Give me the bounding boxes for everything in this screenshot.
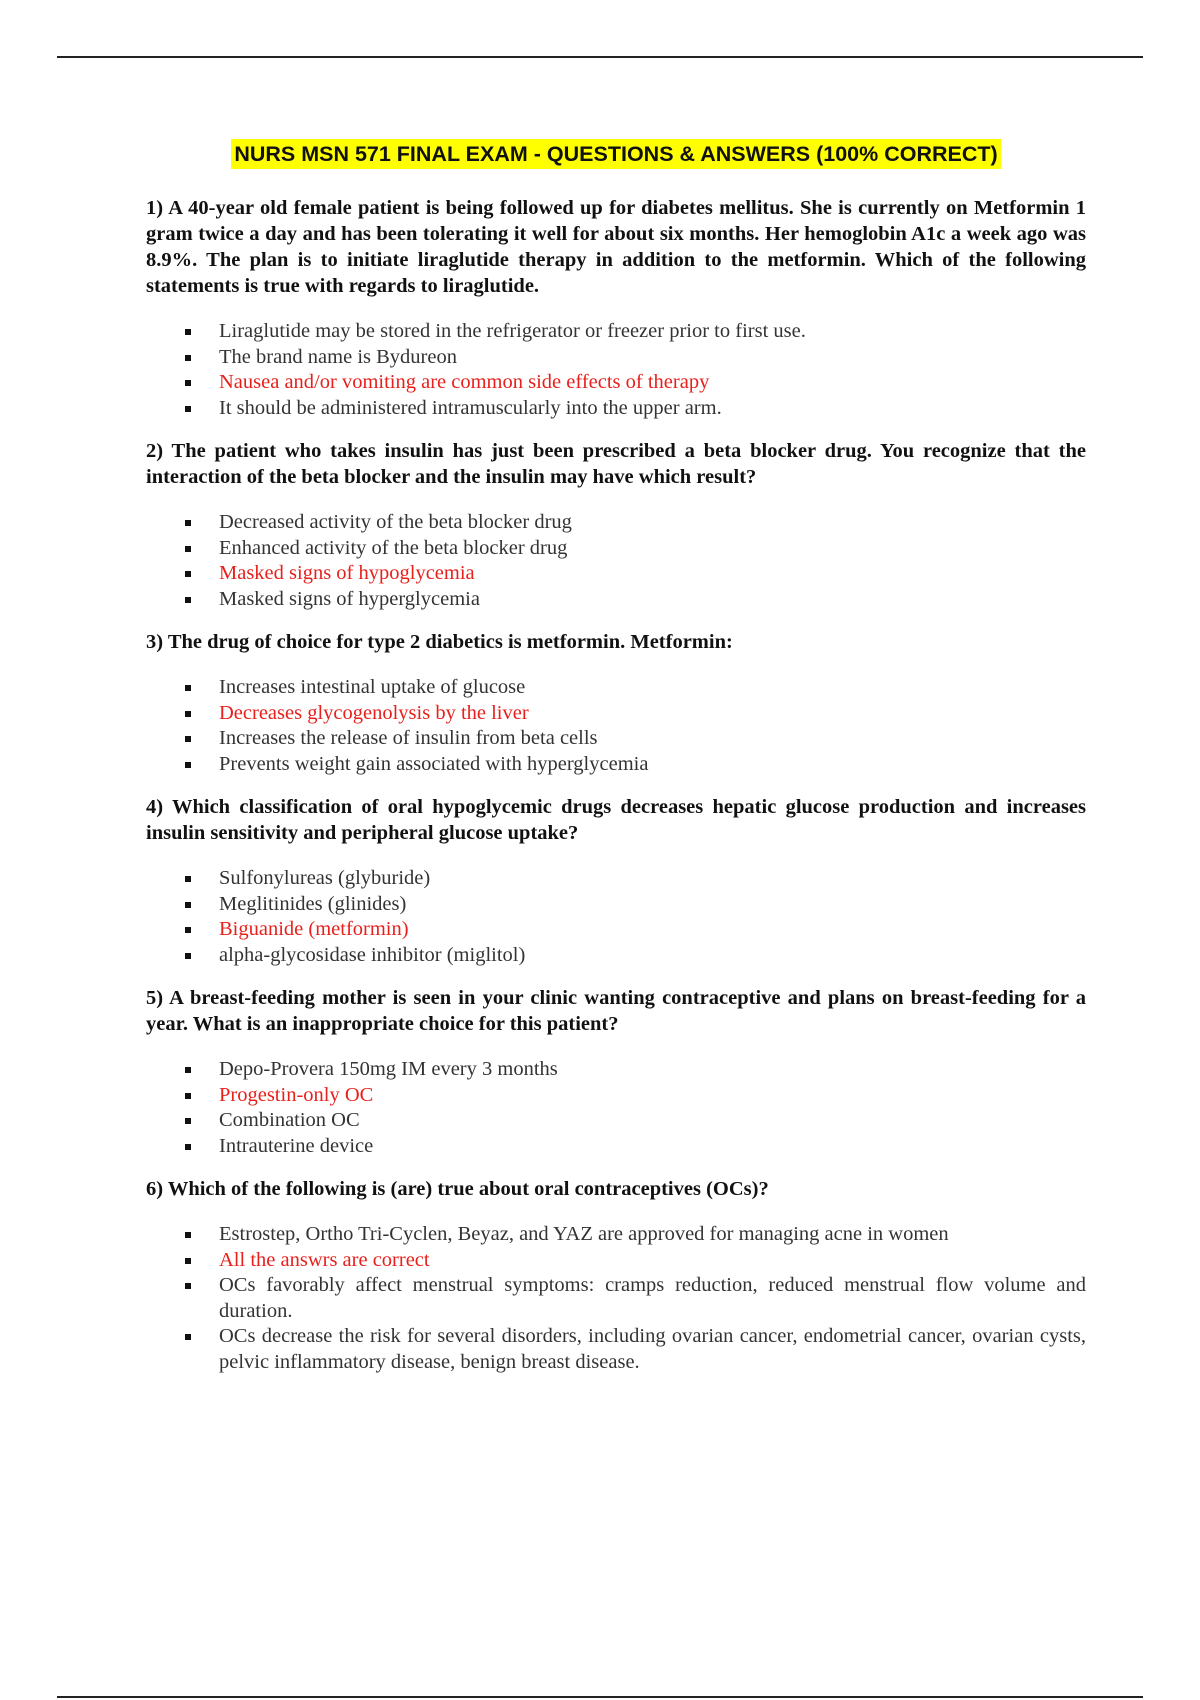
question-4 xyxy=(146,794,1086,968)
question-5 xyxy=(146,985,1086,1159)
answer-option: alpha-glycosidase inhibitor (miglitol) xyxy=(184,943,1086,969)
document-body xyxy=(146,139,1086,1392)
answer-option: Estrostep, Ortho Tri-Cyclen, Beyaz, and YAZ are approved for managing acne in women xyxy=(184,1222,1086,1248)
answer-option: Intrauterine device xyxy=(184,1134,1086,1160)
question-text: 6) Which of the following is (are) true about oral contraceptives (OCs)? xyxy=(146,1178,769,1200)
correct-answer-option: Decreases glycogenolysis by the liver xyxy=(184,701,1086,727)
answer-options xyxy=(146,319,1086,421)
document-title: NURS MSN 571 FINAL EXAM - QUESTIONS & ANSWERS (100% CORRECT) xyxy=(231,139,1000,169)
answer-options xyxy=(146,510,1086,612)
bottom-rule xyxy=(57,1696,1143,1698)
question-3 xyxy=(146,629,1086,777)
question-text: 5) A breast-feeding mother is seen in your clinic wanting contraceptive and plans on breast-feeding for a year. What is an inappropriate choice for this patient? xyxy=(146,987,1086,1035)
question-text: 1) A 40-year old female patient is being followed up for diabetes mellitus. She is currently on Metformin 1 gram twice a day and has been tolerating it well for about six months. Her hemoglobin A1c a week ago was 8.9%. The plan is to initiate liraglutide therapy in addition to the metformin. Which of the following statements is true with regards to liraglutide. xyxy=(146,197,1086,297)
answer-option: It should be administered intramuscularly into the upper arm. xyxy=(184,396,1086,422)
top-rule xyxy=(57,56,1143,58)
correct-answer-option: Masked signs of hypoglycemia xyxy=(184,561,1086,587)
answer-option: Meglitinides (glinides) xyxy=(184,892,1086,918)
answer-option: Masked signs of hyperglycemia xyxy=(184,587,1086,613)
answer-option: Liraglutide may be stored in the refrigerator or freezer prior to first use. xyxy=(184,319,1086,345)
answer-option: The brand name is Bydureon xyxy=(184,345,1086,371)
question-text: 3) The drug of choice for type 2 diabetics is metformin. Metformin: xyxy=(146,631,733,653)
question-6 xyxy=(146,1176,1086,1375)
correct-answer-option: Biguanide (metformin) xyxy=(184,917,1086,943)
answer-options xyxy=(146,1222,1086,1375)
correct-answer-option: Progestin-only OC xyxy=(184,1083,1086,1109)
answer-options xyxy=(146,866,1086,968)
correct-answer-option: All the answrs are correct xyxy=(184,1248,1086,1274)
answer-option: OCs decrease the risk for several disorders, including ovarian cancer, endometrial cancer, ovarian cysts, pelvic inflammatory disease, benign breast disease. xyxy=(184,1324,1086,1375)
answer-option: Increases intestinal uptake of glucose xyxy=(184,675,1086,701)
question-2 xyxy=(146,438,1086,612)
answer-options xyxy=(146,1057,1086,1159)
answer-option: Increases the release of insulin from beta cells xyxy=(184,726,1086,752)
answer-option: Combination OC xyxy=(184,1108,1086,1134)
question-1 xyxy=(146,195,1086,421)
answer-option: Prevents weight gain associated with hyperglycemia xyxy=(184,752,1086,778)
answer-option: OCs favorably affect menstrual symptoms: cramps reduction, reduced menstrual flow volume and duration. xyxy=(184,1273,1086,1324)
question-text: 2) The patient who takes insulin has just been prescribed a beta blocker drug. You recognize that the interaction of the beta blocker and the insulin may have which result? xyxy=(146,440,1086,488)
answer-option: Decreased activity of the beta blocker drug xyxy=(184,510,1086,536)
question-text: 4) Which classification of oral hypoglycemic drugs decreases hepatic glucose production and increases insulin sensitivity and peripheral glucose uptake? xyxy=(146,796,1086,844)
title-wrap xyxy=(146,139,1086,169)
answer-option: Depo-Provera 150mg IM every 3 months xyxy=(184,1057,1086,1083)
correct-answer-option: Nausea and/or vomiting are common side effects of therapy xyxy=(184,370,1086,396)
answer-options xyxy=(146,675,1086,777)
answer-option: Sulfonylureas (glyburide) xyxy=(184,866,1086,892)
answer-option: Enhanced activity of the beta blocker drug xyxy=(184,536,1086,562)
